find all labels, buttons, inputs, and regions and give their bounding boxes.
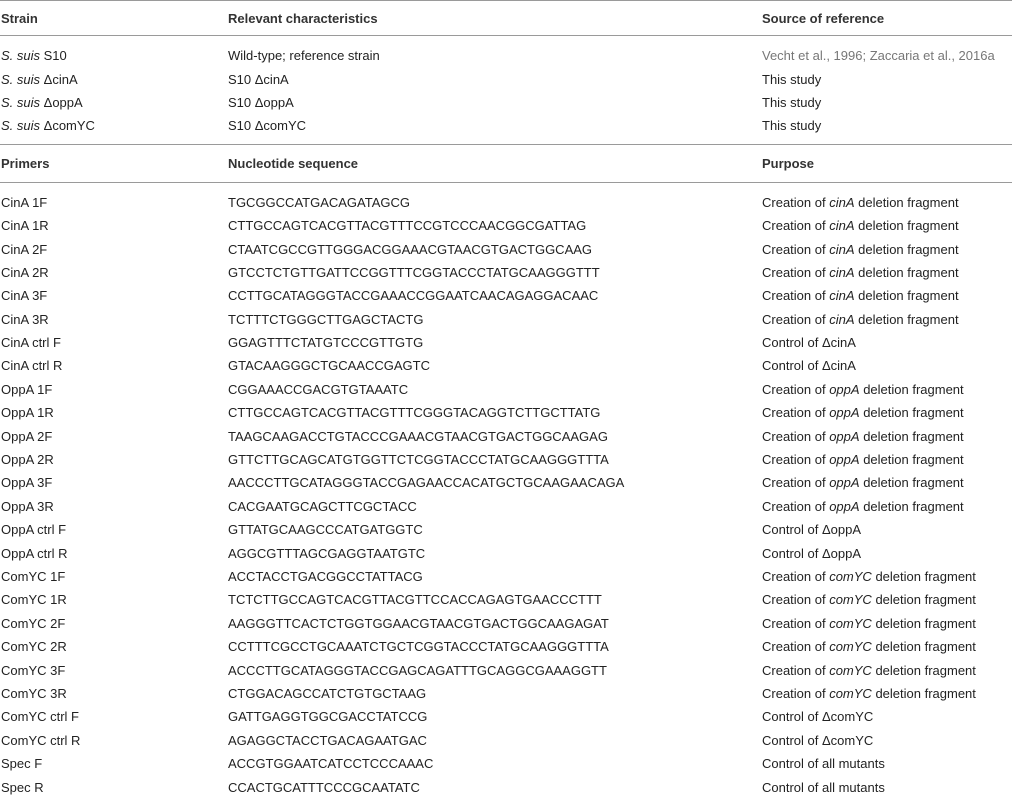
primer-name: OppA 3F [1, 475, 53, 491]
strain-row [0, 67, 1012, 90]
purpose-suffix: deletion fragment [859, 498, 964, 514]
primer-sequence: TCTTTCTGGGCTTGAGCTACTG [228, 311, 424, 327]
primer-row [0, 729, 1012, 752]
purpose-suffix: deletion fragment [859, 405, 964, 421]
primer-row [0, 612, 1012, 635]
primer-sequence: CTTGCCAGTCACGTTACGTTTCGGGTACAGGTCTTGCTTATG [228, 405, 601, 421]
purpose-suffix: deletion fragment [859, 475, 964, 491]
primer-name: OppA 1F [1, 381, 53, 397]
primer-purpose [761, 588, 1012, 611]
primer-sequence: TAAGCAAGACCTGTACCCGAAACGTAACGTGACTGGCAAGAG [228, 428, 608, 444]
strain-characteristics: S10 ΔcinA [228, 71, 289, 87]
strain-rows [0, 36, 1012, 145]
primer-header-row [0, 144, 1012, 182]
primer-purpose [761, 658, 1012, 681]
purpose-gene: oppA [829, 452, 860, 468]
purpose-gene: oppA [829, 498, 860, 514]
primer-row [0, 775, 1012, 798]
purpose-gene: comYC [829, 685, 872, 701]
strain-name-cell [0, 114, 227, 144]
strain-species: S. suis [1, 71, 41, 87]
primer-name: OppA ctrl F [1, 522, 67, 538]
purpose-gene: cinA [829, 194, 855, 210]
primer-name: CinA ctrl R [1, 358, 63, 374]
strain-species: S. suis [1, 48, 41, 64]
strain-characteristics: S10 ΔcomYC [228, 118, 307, 134]
primer-row [0, 284, 1012, 307]
strain-name-cell [0, 91, 227, 114]
purpose-text: Creation of [762, 498, 830, 514]
primer-purpose [761, 518, 1012, 541]
primer-purpose [761, 612, 1012, 635]
strain-name-cell [0, 67, 227, 90]
primer-row [0, 471, 1012, 494]
purpose-text: Creation of [762, 428, 830, 444]
strain-name: ΔcomYC [43, 118, 95, 134]
primer-name: CinA 1R [1, 218, 49, 234]
primer-row [0, 658, 1012, 681]
primer-sequence: ACCCTTGCATAGGGTACCGAGCAGATTTGCAGGCGAAAGGTT [228, 662, 607, 678]
primer-sequence: AACCCTTGCATAGGGTACCGAGAACCACATGCTGCAAGAACAGA [228, 475, 625, 491]
purpose-text: Creation of [762, 194, 830, 210]
purpose-suffix: deletion fragment [871, 569, 976, 584]
purpose-text: Creation of [762, 685, 830, 701]
primer-row [0, 331, 1012, 354]
purpose-text: Creation of [762, 311, 830, 327]
primer-purpose [761, 705, 1012, 728]
primer-row [0, 495, 1012, 518]
strain-row [0, 36, 1012, 68]
primer-sequence: TCTCTTGCCAGTCACGTTACGTTCCACCAGAGTGAACCCTTT [228, 592, 602, 608]
primer-purpose [761, 237, 1012, 260]
primer-sequence: GGAGTTTCTATGTCCCGTTGTG [228, 335, 424, 351]
purpose-gene: oppA [829, 381, 860, 397]
primer-purpose [761, 752, 1012, 775]
primer-purpose [761, 378, 1012, 401]
strain-name: ΔcinA [43, 71, 78, 87]
purpose-gene: oppA [829, 475, 860, 491]
primer-name: ComYC 1R [1, 592, 67, 608]
primer-row [0, 378, 1012, 401]
primer-name: ComYC ctrl F [1, 709, 79, 725]
purpose-gene: cinA [829, 288, 855, 304]
purpose-suffix: deletion fragment [871, 685, 976, 701]
primer-name: ComYC 1F [1, 569, 66, 584]
purpose-text: Creation of [762, 381, 830, 397]
primer-sequence: GTCCTCTGTTGATTCCGGTTTCGGTACCCTATGCAAGGGTTT [228, 264, 600, 280]
primer-name: CinA 1F [1, 194, 48, 210]
sequence-column-header: Nucleotide sequence [227, 144, 761, 182]
strain-characteristics: S10 ΔoppA [228, 94, 294, 110]
purpose-gene: cinA [829, 311, 855, 327]
primer-name: CinA ctrl F [1, 335, 61, 351]
purpose-suffix: deletion fragment [854, 241, 959, 257]
strain-source: This study [762, 118, 822, 134]
primer-sequence: CACGAATGCAGCTTCGCTACC [228, 498, 417, 514]
purpose-suffix: deletion fragment [854, 264, 959, 280]
primer-name: ComYC 3R [1, 685, 67, 701]
strain-column-header: Strain [0, 1, 227, 36]
primers-column-header: Primers [0, 144, 227, 182]
primer-purpose [761, 401, 1012, 424]
primer-sequence: AGGCGTTTAGCGAGGTAATGTC [228, 545, 426, 561]
strain-species: S. suis [1, 94, 41, 110]
primer-row [0, 588, 1012, 611]
primer-name: CinA 2R [1, 264, 49, 280]
primer-row [0, 565, 1012, 588]
strain-header-row [0, 1, 1012, 36]
purpose-gene: comYC [829, 615, 872, 631]
primer-purpose [761, 182, 1012, 214]
primer-name: OppA 3R [1, 498, 54, 514]
purpose-text: Creation of [762, 639, 830, 655]
primer-purpose [761, 284, 1012, 307]
primer-row [0, 401, 1012, 424]
primer-purpose [761, 354, 1012, 377]
primer-sequence: ACCTACCTGACGGCCTATTACG [228, 569, 423, 584]
purpose-gene: comYC [829, 592, 872, 608]
purpose-text: Control of ΔcomYC [762, 732, 874, 748]
primer-purpose [761, 424, 1012, 447]
primer-sequence: GATTGAGGTGGCGACCTATCCG [228, 709, 428, 725]
primer-name: CinA 2F [1, 241, 48, 257]
strain-source: Vecht et al., 1996; Zaccaria et al., 2016a [762, 48, 995, 64]
purpose-suffix: deletion fragment [854, 288, 959, 304]
primer-row [0, 518, 1012, 541]
primer-name: OppA ctrl R [1, 545, 68, 561]
purpose-suffix: deletion fragment [859, 381, 964, 397]
primer-sequence: AGAGGCTACCTGACAGAATGAC [228, 732, 427, 748]
primer-row [0, 354, 1012, 377]
purpose-text: Control of ΔoppA [762, 522, 862, 538]
primer-sequence: GTTATGCAAGCCCATGATGGTC [228, 522, 423, 538]
characteristics-column-header: Relevant characteristics [227, 1, 761, 36]
purpose-text: Control of ΔcinA [762, 358, 856, 374]
purpose-text: Creation of [762, 592, 830, 608]
strain-species: S. suis [1, 118, 41, 134]
primer-purpose [761, 448, 1012, 471]
purpose-text: Control of ΔcomYC [762, 709, 874, 725]
primer-sequence: GTTCTTGCAGCATGTGGTTCTCGGTACCCTATGCAAGGGTTTA [228, 452, 609, 468]
primer-sequence: CCTTTCGCCTGCAAATCTGCTCGGTACCCTATGCAAGGGTTTA [228, 639, 609, 655]
primer-purpose [761, 308, 1012, 331]
purpose-text: Control of ΔcinA [762, 335, 856, 351]
primer-row [0, 705, 1012, 728]
strain-row [0, 114, 1012, 144]
source-column-header: Source of reference [761, 1, 1012, 36]
primer-purpose [761, 214, 1012, 237]
primer-purpose [761, 775, 1012, 798]
primer-sequence: ACCGTGGAATCATCCTCCCAAAC [228, 756, 434, 772]
primer-sequence: CTTGCCAGTCACGTTACGTTTCCGTCCCAACGGCGATTAG [228, 218, 587, 234]
purpose-suffix: deletion fragment [854, 311, 959, 327]
primer-purpose [761, 682, 1012, 705]
primer-row [0, 308, 1012, 331]
purpose-column-header: Purpose [761, 144, 1012, 182]
primer-row [0, 448, 1012, 471]
primer-name: ComYC ctrl R [1, 732, 81, 748]
primer-purpose [761, 541, 1012, 564]
primer-name: CinA 3R [1, 311, 49, 327]
purpose-suffix: deletion fragment [854, 194, 959, 210]
primer-sequence: TGCGGCCATGACAGATAGCG [228, 194, 411, 210]
strain-row [0, 91, 1012, 114]
purpose-suffix: deletion fragment [871, 639, 976, 655]
primer-name: CinA 3F [1, 288, 48, 304]
strain-name: ΔoppA [43, 94, 83, 110]
purpose-text: Creation of [762, 662, 830, 678]
primer-name: ComYC 3F [1, 662, 66, 678]
purpose-gene: comYC [829, 639, 872, 655]
purpose-gene: comYC [829, 569, 872, 584]
purpose-gene: oppA [829, 405, 860, 421]
purpose-suffix: deletion fragment [871, 662, 976, 678]
purpose-text: Creation of [762, 264, 830, 280]
primer-sequence: GTACAAGGGCTGCAACCGAGTC [228, 358, 430, 374]
primer-name: OppA 1R [1, 405, 54, 421]
primer-purpose [761, 471, 1012, 494]
primer-purpose [761, 495, 1012, 518]
purpose-text: Creation of [762, 475, 830, 491]
purpose-suffix: deletion fragment [854, 218, 959, 234]
purpose-suffix: deletion fragment [859, 428, 964, 444]
purpose-gene: cinA [829, 241, 855, 257]
primer-name: Spec F [1, 756, 43, 772]
primer-purpose [761, 729, 1012, 752]
primer-sequence: CTAATCGCCGTTGGGACGGAAACGTAACGTGACTGGCAAG [228, 241, 593, 257]
primer-sequence: CGGAAACCGACGTGTAAATC [228, 381, 409, 397]
primer-purpose [761, 565, 1012, 588]
primer-name: ComYC 2F [1, 615, 66, 631]
purpose-text: Control of all mutants [762, 756, 885, 772]
primer-name: OppA 2F [1, 428, 53, 444]
primer-sequence: AAGGGTTCACTCTGGTGGAACGTAACGTGACTGGCAAGAGAT [228, 615, 609, 631]
primer-row [0, 682, 1012, 705]
strain-characteristics: Wild-type; reference strain [228, 48, 380, 64]
primer-purpose [761, 261, 1012, 284]
purpose-text: Creation of [762, 288, 830, 304]
purpose-suffix: deletion fragment [871, 615, 976, 631]
primer-name: OppA 2R [1, 452, 54, 468]
primer-row [0, 237, 1012, 260]
purpose-suffix: deletion fragment [871, 592, 976, 608]
primer-sequence: CCTTGCATAGGGTACCGAAACCGGAATCAACAGAGGACAAC [228, 288, 599, 304]
primer-name: ComYC 2R [1, 639, 67, 655]
purpose-suffix: deletion fragment [859, 452, 964, 468]
primer-purpose [761, 331, 1012, 354]
primer-row [0, 541, 1012, 564]
primer-row [0, 261, 1012, 284]
purpose-text: Control of all mutants [762, 779, 885, 795]
primer-row [0, 635, 1012, 658]
primer-row [0, 214, 1012, 237]
purpose-text: Creation of [762, 615, 830, 631]
purpose-gene: comYC [829, 662, 872, 678]
strain-name-cell [0, 36, 227, 68]
purpose-gene: cinA [829, 264, 855, 280]
primer-rows [0, 182, 1012, 799]
primer-name: Spec R [1, 779, 44, 795]
primer-sequence: CTGGACAGCCATCTGTGCTAAG [228, 685, 427, 701]
primer-row [0, 182, 1012, 214]
primer-purpose [761, 635, 1012, 658]
strain-name: S10 [43, 48, 67, 64]
purpose-text: Creation of [762, 218, 830, 234]
purpose-text: Creation of [762, 405, 830, 421]
primer-sequence: CCACTGCATTTCCCGCAATATC [228, 779, 420, 795]
purpose-gene: cinA [829, 218, 855, 234]
primer-row [0, 424, 1012, 447]
purpose-text: Control of ΔoppA [762, 545, 862, 561]
purpose-gene: oppA [829, 428, 860, 444]
primer-row [0, 752, 1012, 775]
purpose-text: Creation of [762, 452, 830, 468]
purpose-text: Creation of [762, 241, 830, 257]
purpose-text: Creation of [762, 569, 830, 584]
strain-source: This study [762, 94, 822, 110]
strain-source: This study [762, 71, 822, 87]
